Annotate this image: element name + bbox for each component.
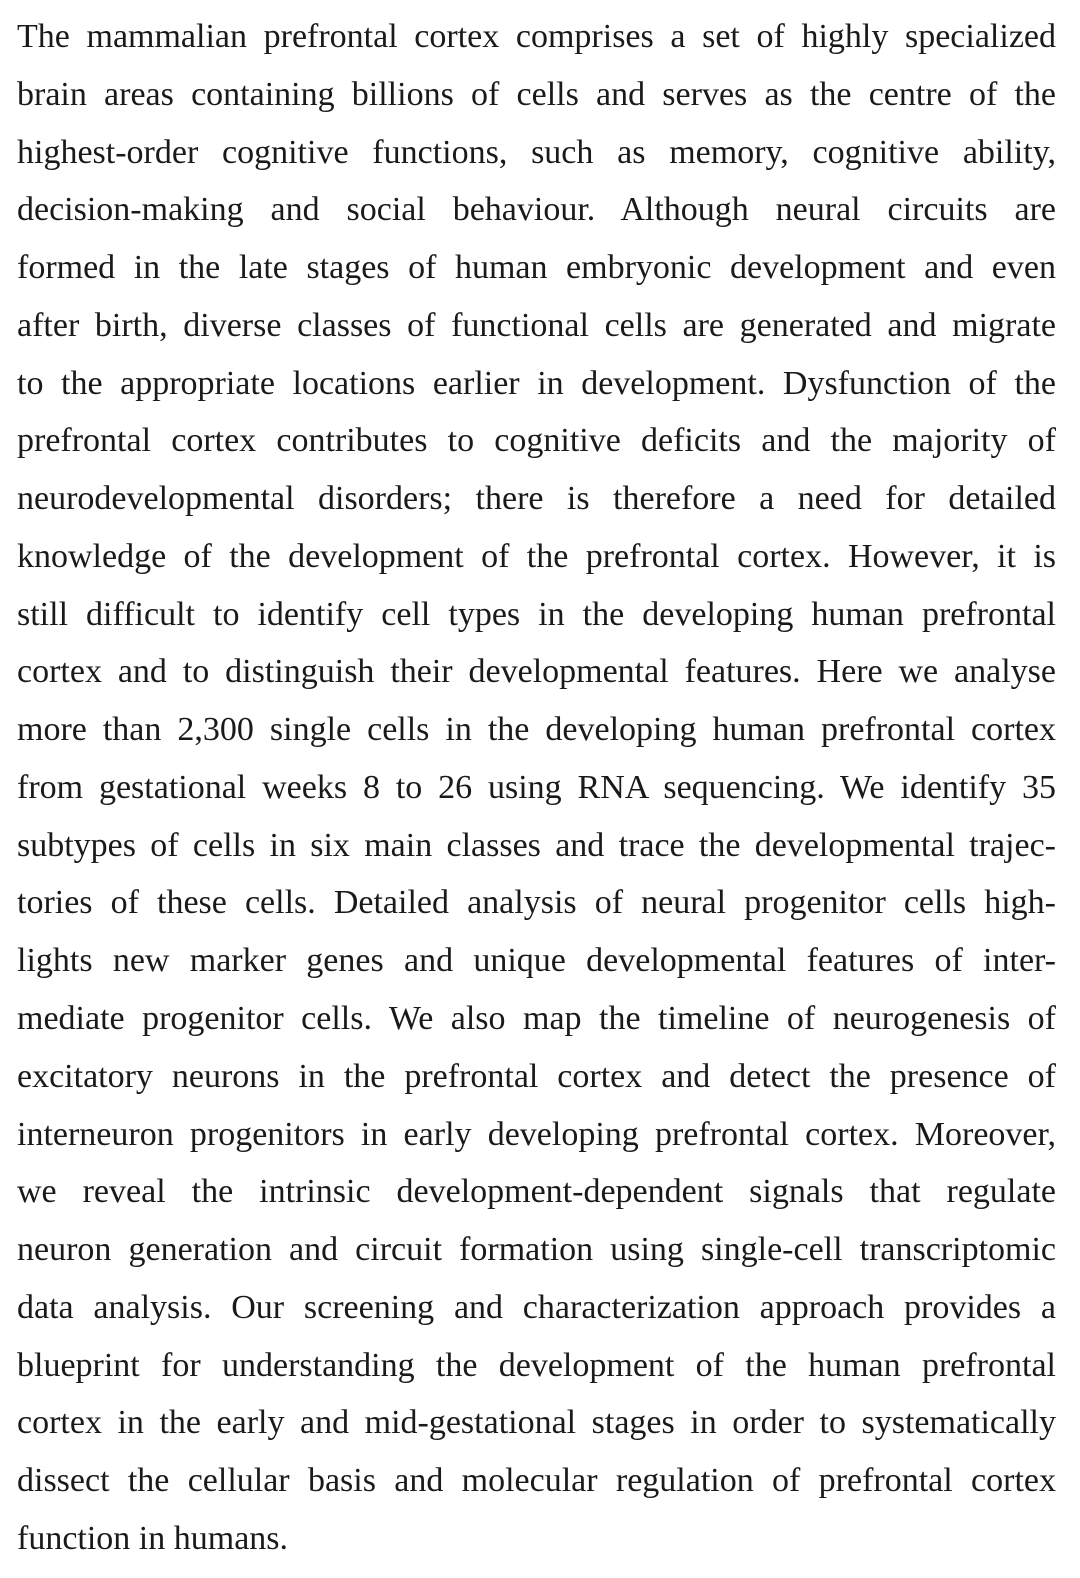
text-line: knowledge of the development of the prefrontal cortex. However, it is xyxy=(17,537,1056,575)
text-line: neuron generation and circuit formation using single-cell transcriptomic xyxy=(17,1231,1056,1269)
text-line: cortex and to distinguish their developmental features. Here we analyse xyxy=(17,653,1056,691)
text-line: highest-order cognitive functions, such as memory, cognitive ability, xyxy=(17,133,1056,171)
text-line: prefrontal cortex contributes to cognitive deficits and the majority of xyxy=(17,422,1056,460)
abstract-paragraph xyxy=(17,8,1056,1568)
text-line: still difficult to identify cell types in the developing human prefrontal xyxy=(17,595,1056,633)
text-line: brain areas containing billions of cells and serves as the centre of the xyxy=(17,75,1056,113)
text-line: cortex in the early and mid-gestational stages in order to systematically xyxy=(17,1404,1056,1442)
text-line: neurodevelopmental disorders; there is therefore a need for detailed xyxy=(17,480,1056,518)
text-line: after birth, diverse classes of functional cells are generated and migrate xyxy=(17,306,1056,344)
text-line: function in humans. xyxy=(17,1519,289,1557)
text-line: more than 2,300 single cells in the developing human prefrontal cortex xyxy=(17,711,1056,749)
text-line: from gestational weeks 8 to 26 using RNA sequencing. We identify 35 xyxy=(17,768,1056,806)
text-line: lights new marker genes and unique developmental features of inter- xyxy=(17,942,1056,980)
text-line: blueprint for understanding the development of the human prefrontal xyxy=(17,1346,1056,1384)
text-line: dissect the cellular basis and molecular regulation of prefrontal cortex xyxy=(17,1462,1056,1500)
text-line: to the appropriate locations earlier in development. Dysfunction of the xyxy=(17,364,1056,402)
text-line: tories of these cells. Detailed analysis of neural progenitor cells high- xyxy=(17,884,1056,922)
text-line: decision-making and social behaviour. Although neural circuits are xyxy=(17,191,1056,229)
text-line: The mammalian prefrontal cortex comprises a set of highly specialized xyxy=(17,18,1056,55)
text-line: subtypes of cells in six main classes and trace the developmental trajec- xyxy=(17,826,1056,864)
text-line: mediate progenitor cells. We also map the timeline of neurogenesis of xyxy=(17,1000,1056,1038)
text-line: formed in the late stages of human embryonic development and even xyxy=(17,249,1056,287)
text-line: data analysis. Our screening and characterization approach provides a xyxy=(17,1288,1056,1326)
text-line: we reveal the intrinsic development-dependent signals that regulate xyxy=(17,1173,1056,1211)
text-line: excitatory neurons in the prefrontal cortex and detect the presence of xyxy=(17,1057,1056,1095)
text-line: interneuron progenitors in early developing prefrontal cortex. Moreover, xyxy=(17,1115,1056,1153)
